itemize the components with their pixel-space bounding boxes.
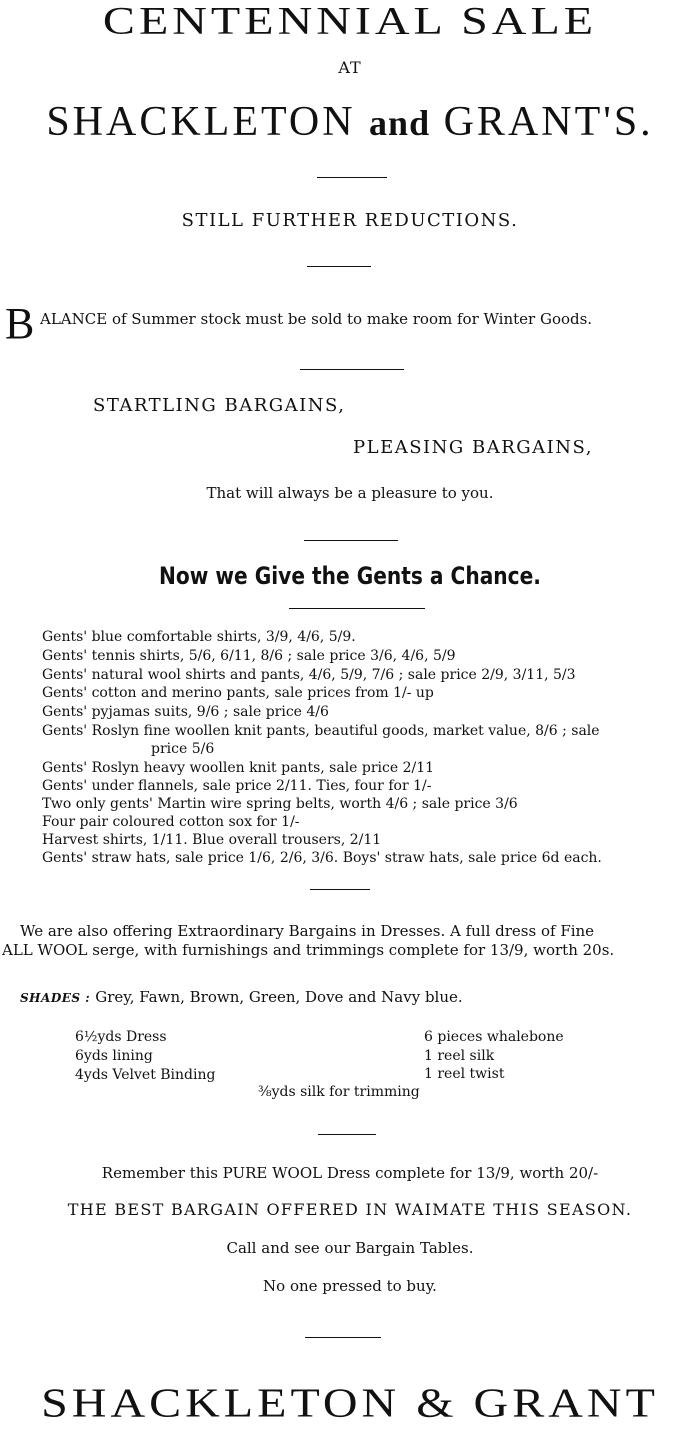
shades-label: SHADES :: [20, 991, 91, 1005]
list-item: Gents' Roslyn heavy woollen knit pants, sale price 2/11: [42, 760, 435, 776]
shades-line: [20, 987, 463, 1006]
no-one-line: No one pressed to buy.: [263, 1277, 437, 1295]
list-item: Two only gents' Martin wire spring belts, worth 4/6 ; sale price 3/6: [42, 796, 518, 812]
list-item: Gents' Roslyn fine woollen knit pants, beautiful goods, market value, 8/6 ; sale: [42, 724, 600, 739]
contents-center: ⅜yds silk for trimming: [258, 1084, 420, 1100]
list-item: Gents' blue comfortable shirts, 3/9, 4/6, 5/9.: [42, 629, 356, 645]
pleasing-bargains: PLEASING BARGAINS,: [353, 437, 593, 458]
divider: [310, 889, 370, 890]
shades-colors: Grey, Fawn, Brown, Green, Dove and Navy blue.: [95, 988, 463, 1006]
list-item: Gents' under flannels, sale price 2/11. Ties, four for 1/-: [42, 778, 432, 794]
call-line: Call and see our Bargain Tables.: [226, 1239, 474, 1257]
subhead: STILL FURTHER REDUCTIONS.: [181, 210, 519, 231]
gents-heading: Now we Give the Gents a Chance.: [159, 562, 541, 590]
list-item: Four pair coloured cotton sox for 1/-: [42, 814, 300, 830]
list-item: Gents' natural wool shirts and pants, 4/6, 5/9, 7/6 ; sale price 2/9, 3/11, 5/3: [42, 667, 576, 683]
at-label: AT: [338, 58, 362, 77]
contents-right-1: 6 pieces whalebone: [424, 1029, 564, 1045]
startling-bargains: STARTLING BARGAINS,: [93, 395, 346, 416]
firm-first: SHACKLETON: [46, 99, 356, 145]
pleasure-line: That will always be a pleasure to you.: [206, 484, 494, 502]
firm-last: GRANT'S.: [443, 99, 654, 145]
divider: [300, 369, 404, 370]
best-bargain-line: THE BEST BARGAIN OFFERED IN WAIMATE THIS SEASON.: [67, 1200, 633, 1219]
list-item: Gents' pyjamas suits, 9/6 ; sale price 4/6: [42, 704, 329, 720]
drop-cap: B: [5, 299, 35, 348]
contents-right-2: 1 reel silk: [424, 1048, 495, 1064]
firm-name-header: [0, 98, 700, 146]
divider: [318, 1134, 376, 1135]
contents-right-3: 1 reel twist: [424, 1066, 505, 1082]
divider: [289, 608, 425, 609]
contents-left-3: 4yds Velvet Binding: [75, 1067, 216, 1083]
contents-left-2: 6yds lining: [75, 1048, 153, 1064]
list-item: price 5/6: [151, 741, 215, 757]
divider: [307, 266, 371, 267]
dresses-line-2: ALL WOOL serge, with furnishings and trimmings complete for 13/9, worth 20s.: [2, 941, 615, 959]
firm-and: and: [369, 103, 431, 143]
remember-line: Remember this PURE WOOL Dress complete for 13/9, worth 20/-: [101, 1164, 599, 1182]
footer-firm-name: SHACKLETON & GRANT: [41, 1380, 659, 1426]
divider: [305, 1337, 381, 1338]
divider: [317, 177, 387, 178]
dresses-line-1: We are also offering Extraordinary Bargains in Dresses. A full dress of Fine: [20, 922, 595, 940]
balance-text: ALANCE of Summer stock must be sold to make room for Winter Goods.: [40, 310, 593, 328]
list-item: Gents' cotton and merino pants, sale prices from 1/- up: [42, 685, 434, 701]
contents-left-1: 6½yds Dress: [75, 1029, 167, 1045]
divider: [304, 540, 398, 541]
list-item: Gents' straw hats, sale price 1/6, 2/6, 3/6. Boys' straw hats, sale price 6d each.: [42, 851, 602, 866]
list-item: Gents' tennis shirts, 5/6, 6/11, 8/6 ; sale price 3/6, 4/6, 5/9: [42, 648, 456, 664]
list-item: Harvest shirts, 1/11. Blue overall trousers, 2/11: [42, 832, 382, 848]
sale-title: CENTENNIAL SALE: [102, 0, 598, 43]
